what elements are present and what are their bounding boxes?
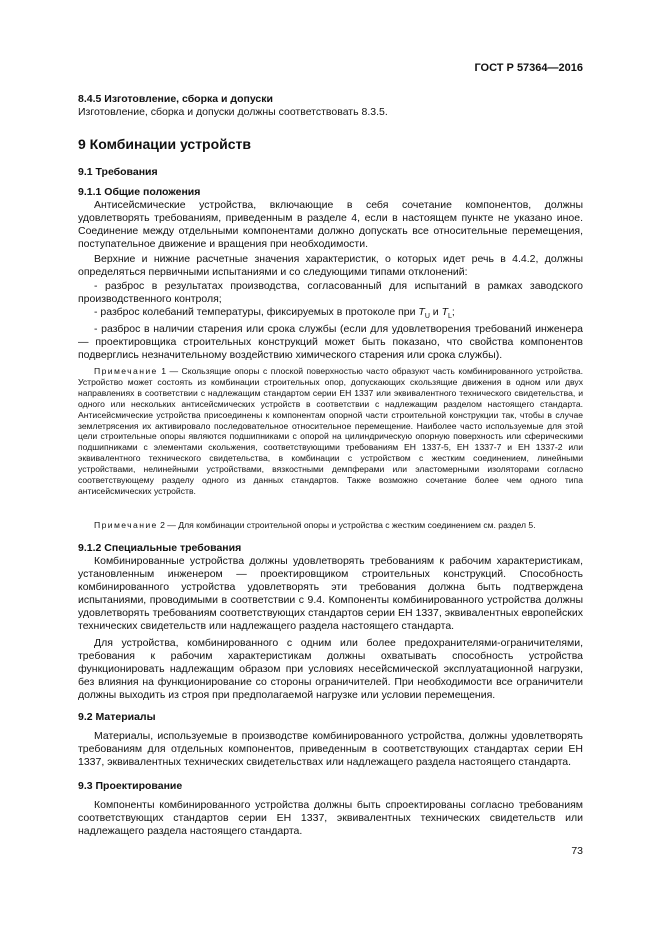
section-91-title: 9.1 Требования: [78, 166, 158, 178]
section-93-title: 9.3 Проектирование: [78, 780, 183, 792]
deviation-list: [78, 280, 583, 363]
section-93-text: Компоненты комбинированного устройства должны быть спроектированы согласно требованиям соответствующих стандартов серии ЕН 1337, эквивалентных технических свидетельств или надлежащего раздела настоящего стандарта.: [78, 799, 583, 838]
punctuation: ;: [451, 305, 455, 318]
subscript-u: U: [424, 312, 430, 320]
document-header: ГОСТ Р 57364—2016: [474, 62, 583, 74]
section-9-title: 9 Комбинации устройств: [78, 136, 252, 152]
page-number: 73: [571, 845, 583, 857]
paragraph: Верхние и нижние расчетные значения характеристик, о которых идет речь в 4.4.2, должны определяться первичными испытаниями и со следующими типами отклонений:: [78, 253, 583, 279]
note-1: [78, 366, 583, 497]
list-item-text: - разброс колебаний температуры, фиксируемых в протоколе при: [94, 305, 419, 318]
section-911-body: [78, 199, 583, 362]
symbol-t: T: [441, 305, 449, 318]
note-label: Примечание: [94, 366, 158, 376]
list-item: - разброс в наличии старения или срока службы (если для удовлетворения требований инженера — проектировщика строительных конструкций может быть показано, что свойства компонентов подверглись незначительному воздействию химического старения или срока службы).: [78, 322, 583, 362]
paragraph: Для устройства, комбинированного с одним или более предохранителями-ограничителями, требования к рабочим характеристикам должны охватывать способность устройства функционировать надлежащим образом при условиях несейсмической эксплуатационной нагрузки, без влияния на функционирование со стороны ограничителей. При необходимости все ограничители должны выходить из строя при предполагаемой нагрузке или условии перемещения.: [78, 636, 583, 701]
section-845-text: Изготовление, сборка и допуски должны соответствовать 8.3.5.: [78, 106, 388, 118]
section-912-body: [78, 555, 583, 702]
note-text: 1 — Скользящие опоры с плоской поверхностью часто образуют часть комбинированного устройства. Устройство может состоять из комбинации строительных опор, допускающих скользящие движения в одном или двух направлениях в соответствии с надлежащим стандартом серии ЕН 1337 или эквивалентного технического свидетельства, и одного или нескольких антисейсмических устройств в соответствии с надлежащим разделом настоящего стандарта. Антисейсмические устройства присоединены к компонентам опорной части строительной конструкции так, чтобы в случае землетрясения их активировало последовательное относительное перемещение. Наиболее часто используемые для этой цели строительные опоры являются подшипниками с опорой на цилиндрическую опорную поверхность или сферическими подшипниками с элементами скольжения, соответствующими требованиям ЕН 1337-5, ЕН 1337-7 и ЕН 1337-2 или эквивалентного технического свидетельства, в комбинации с устройством с жестким соединением, линейными устройствами, нелинейными устройствами, вязкостными демпферами или эластомерными изоляторами согласно соответствующему разделу одного из данных стандартов. Также возможно сочетание более чем одного типа антисейсмических устройств.: [78, 366, 583, 496]
section-912-title: 9.1.2 Специальные требования: [78, 542, 242, 554]
section-92-text: Материалы, используемые в производстве комбинированного устройства, должны удовлетворять требованиям для отдельных компонентов, приведенным в соответствующих стандартах серии ЕН 1337, эквивалентных технических свидетельствах или надлежащего раздела настоящего стандарта.: [78, 730, 583, 769]
note-text: 2 — Для комбинации строительной опоры и устройства с жестким соединением см. раздел 5.: [157, 520, 536, 530]
subscript-l: L: [448, 312, 452, 320]
note-label: Примечание: [94, 520, 158, 530]
list-item: - разброс в результатах производства, согласованный для испытаний в рамках заводского производственного контроля;: [78, 279, 583, 305]
list-item: [78, 306, 583, 323]
paragraph: Комбинированные устройства должны удовлетворять требованиям к рабочим характеристикам, установленным инженером — проектировщиком строительных конструкций. Способность комбинированного устройства удовлетворять эти требования должна быть подтверждена испытаниями, проводимыми в соответствии с 9.4. Компоненты комбинированного устройства должны удовлетворять требованиям соответствующих стандартов серии ЕН 1337, эквивалентных европейских технических свидетельств или надлежащего раздела настоящего стандарта.: [78, 555, 583, 633]
section-92-title: 9.2 Материалы: [78, 711, 156, 723]
section-911-title: 9.1.1 Общие положения: [78, 186, 201, 198]
section-845-title: 8.4.5 Изготовление, сборка и допуски: [78, 93, 273, 105]
conjunction: и: [429, 305, 442, 318]
symbol-t: T: [418, 305, 425, 318]
note-2: [78, 520, 583, 531]
paragraph: Антисейсмические устройства, включающие в себя сочетание компонентов, должны удовлетворять требованиям, приведенным в разделе 4, если в настоящем пункте не указано иное. Соединение между отдельными компонентами должно допускать все относительные перемещения, поступательное движение и вращения при необходимости.: [78, 199, 583, 251]
